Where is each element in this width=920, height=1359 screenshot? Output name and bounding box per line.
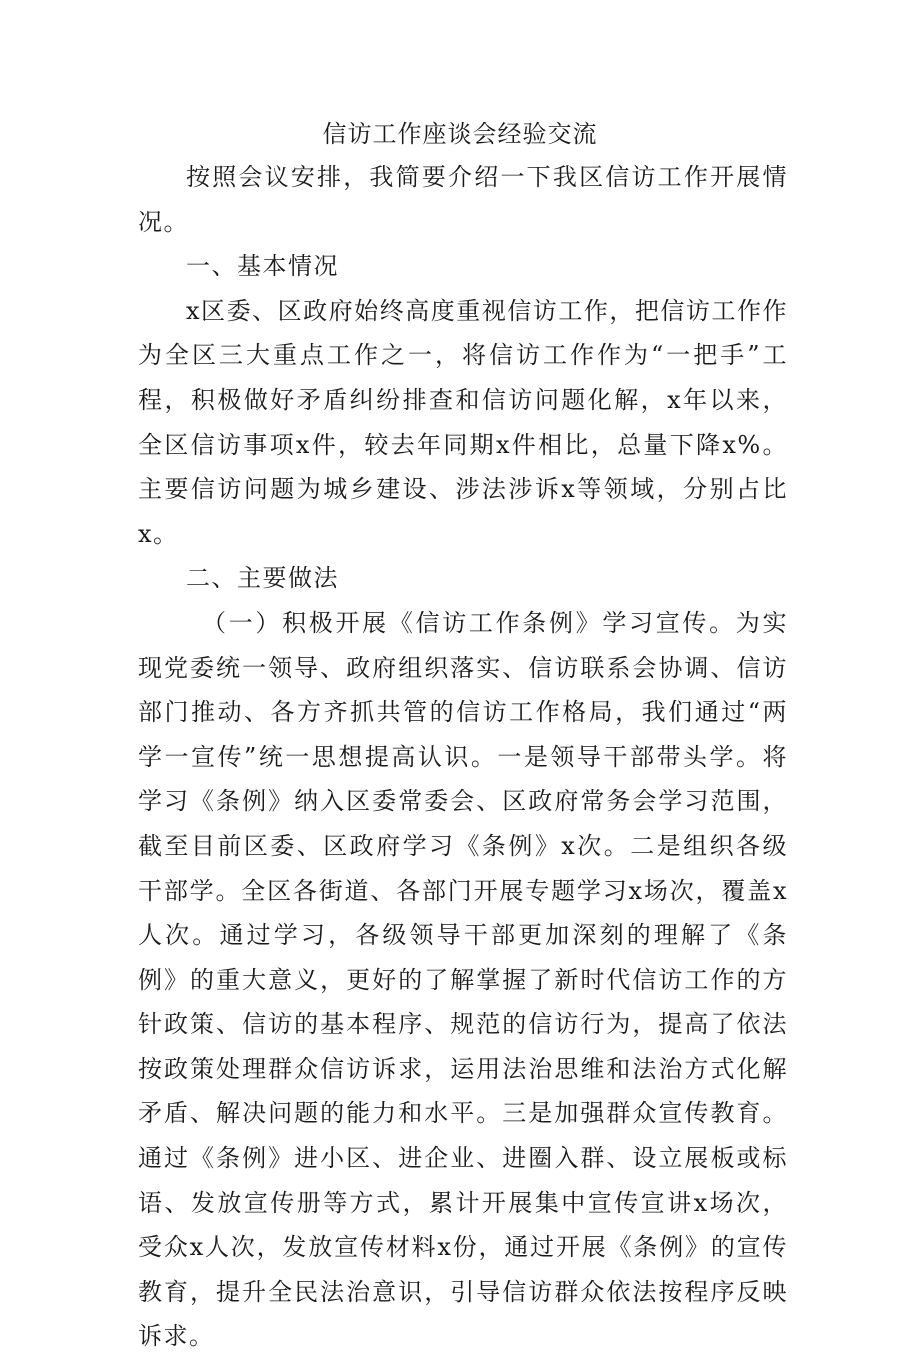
document-body bbox=[138, 155, 788, 1359]
basic-situation-paragraph: x区委、区政府始终高度重视信访工作，把信访工作作为全区三大重点工作之一，将信访工作作为“一把手”工程，积极做好矛盾纠纷排查和信访问题化解，x年以来，全区信访事项x件，较去年同期x件相比，总量下降x%。主要信访问题为城乡建设、涉法涉诉x等领域，分别占比x。 bbox=[138, 296, 788, 548]
section-heading-basic-situation: 一、基本情况 bbox=[186, 252, 339, 281]
section-heading-main-practices: 二、主要做法 bbox=[186, 564, 339, 593]
intro-paragraph: 按照会议安排，我简要介绍一下我区信访工作开展情况。 bbox=[138, 163, 788, 236]
main-practices-paragraph: （一）积极开展《信访工作条例》学习宣传。为实现党委统一领导、政府组织落实、信访联系会协调、信访部门推动、各方齐抓共管的信访工作格局，我们通过“两学一宣传”统一思想提高认识。一是领导干部带头学。将学习《条例》纳入区委常委会、区政府常务会学习范围，截至目前区委、区政府学习《条例》x次。二是组织各级干部学。全区各街道、各部门开展专题学习x场次，覆盖x人次。通过学习，各级领导干部更加深刻的理解了《条例》的重大意义，更好的了解掌握了新时代信访工作的方针政策、信访的基本程序、规范的信访行为，提高了依法按政策处理群众信访诉求，运用法治思维和法治方式化解矛盾、解决问题的能力和水平。三是加强群众宣传教育。通过《条例》进小区、进企业、进圈入群、设立展板或标语、发放宣传册等方式，累计开展集中宣传宣讲x场次，受众x人次，发放宣传材料x份，通过开展《条例》的宣传教育，提升全民法治意识，引导信访群众依法按程序反映诉求。 bbox=[138, 608, 788, 1351]
document-title: 信访工作座谈会经验交流 bbox=[322, 120, 598, 148]
